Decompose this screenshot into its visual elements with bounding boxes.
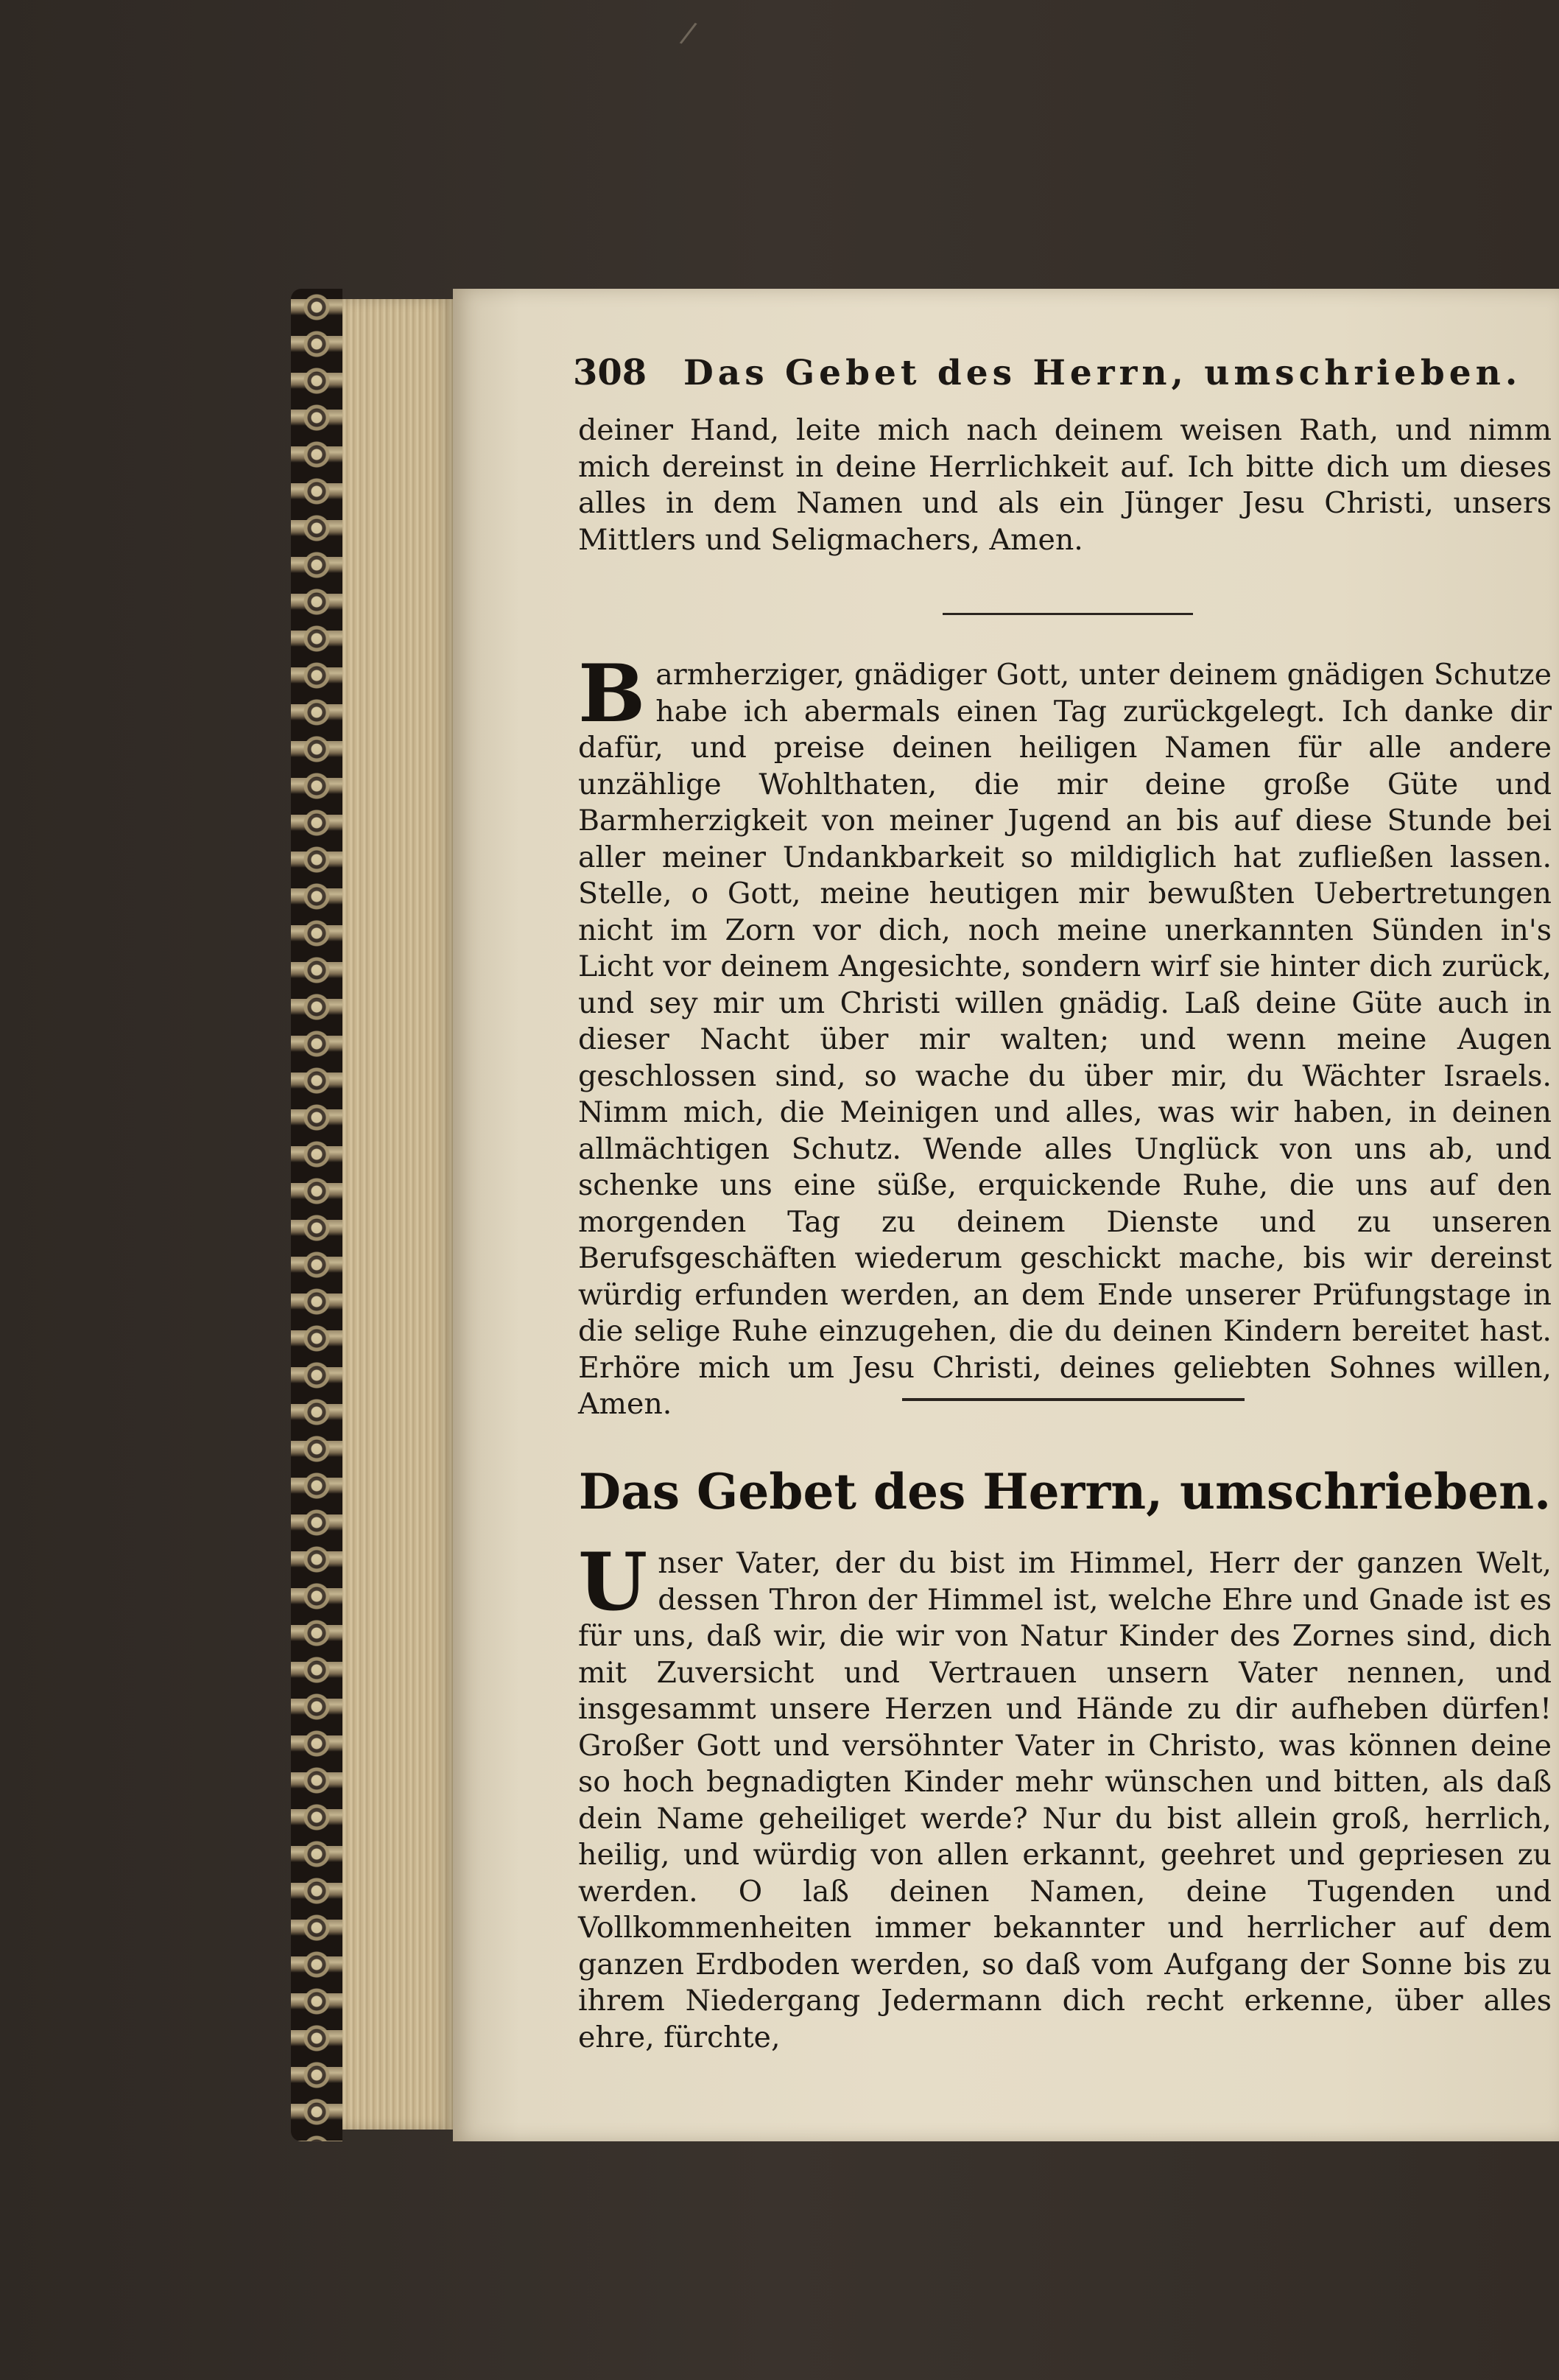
lords-prayer-paragraph: [578, 1536, 1552, 2056]
margin-pencil-mark: /: [678, 15, 699, 51]
section-divider: [902, 1398, 1245, 1401]
prayer-ending-paragraph: deiner Hand, leite mich nach deinem weisen Rath, und nimm mich dereinst in deine Herrlichkeit auf. Ich bitte dich um dieses alles in dem Namen und als ein Jünger Jesu Christi, unsers Mittlers und Seligmachers, Amen.: [578, 413, 1552, 557]
lords-prayer-text: nser Vater, der du bist im Himmel, Herr der ganzen Welt, dessen Thron der Himmel ist, welche Ehre und Gnade ist es für uns, daß wir, die wir von Natur Kinder des Zornes sind, dich mit Zuversicht und Vertrauen unsern Vater nennen, und insgesammt unsere Herzen und Hände zu dir aufheben dürfen! Großer Gott und versöhnter Vater in Christo, was können deine so hoch begnadigten Kinder mehr wünschen und bitten, als daß dein Name geheiliget werde? Nur du bist allein groß, herrlich, heilig, und würdig von allen erkannt, geehret und gepriesen zu werden. O laß deinen Namen, deine Tugenden und Vollkommenheiten immer bekannter und herrlicher auf dem ganzen Erdboden werden, so daß vom Aufgang der Sonne bis zu ihrem Niedergang Jedermann dich recht erkenne, über alles ehre, fürchte,: [578, 1546, 1552, 2054]
evening-prayer-text: armherziger, gnädiger Gott, unter deinem gnädigen Schutze habe ich abermals einen Tag zurückgelegt. Ich danke dir dafür, und preise deinen heiligen Namen für alle andere unzählige Wohlthaten, die mir deine große Güte und Barmherzigkeit von meiner Jugend an bis auf diese Stunde bei aller meiner Undankbarkeit so mildiglich hat zufließen lassen. Stelle, o Gott, meine heutigen mir bewußten Uebertretungen nicht im Zorn vor dich, noch meine unerkannten Sünden in's Licht vor deinem Angesichte, sondern wirf sie hinter dich zurück, und sey mir um Christi willen gnädig. Laß deine Güte auch in dieser Nacht über mir walten; und wenn meine Augen geschlossen sind, so wache du über mir, du Wächter Israels. Nimm mich, die Meinigen und alles, was wir haben, in deinen allmächtigen Schutz. Wende alles Unglück von uns ab, und schenke uns eine süße, erquickende Ruhe, die uns auf den morgenden Tag zu deinem Dienste und zu unseren Berufsgeschäften wiederum geschickt mache, bis wir dereinst würdig erfunden werden, an dem Ende unserer Prüfungstage in die selige Ruhe einzugehen, die du deinen Kindern bereitet hast. Erhöre mich um Jesu Christi, deines geliebten Sohnes willen, Amen.: [578, 658, 1552, 1421]
spine-ornament-pattern: [300, 289, 334, 2141]
running-header: [573, 352, 1552, 404]
drop-cap-u: U: [578, 1536, 648, 1629]
section-heading: Das Gebet des Herrn, umschrieben.: [578, 1463, 1552, 1520]
running-title: Das Gebet des Herrn, umschrieben.: [683, 353, 1522, 393]
page-block-edge: [342, 299, 453, 2130]
drop-cap-b: B: [578, 647, 646, 740]
section-divider: [943, 613, 1193, 615]
page-number: 308: [573, 352, 647, 393]
book-spine: [291, 289, 342, 2141]
evening-prayer-paragraph: [578, 647, 1552, 1423]
